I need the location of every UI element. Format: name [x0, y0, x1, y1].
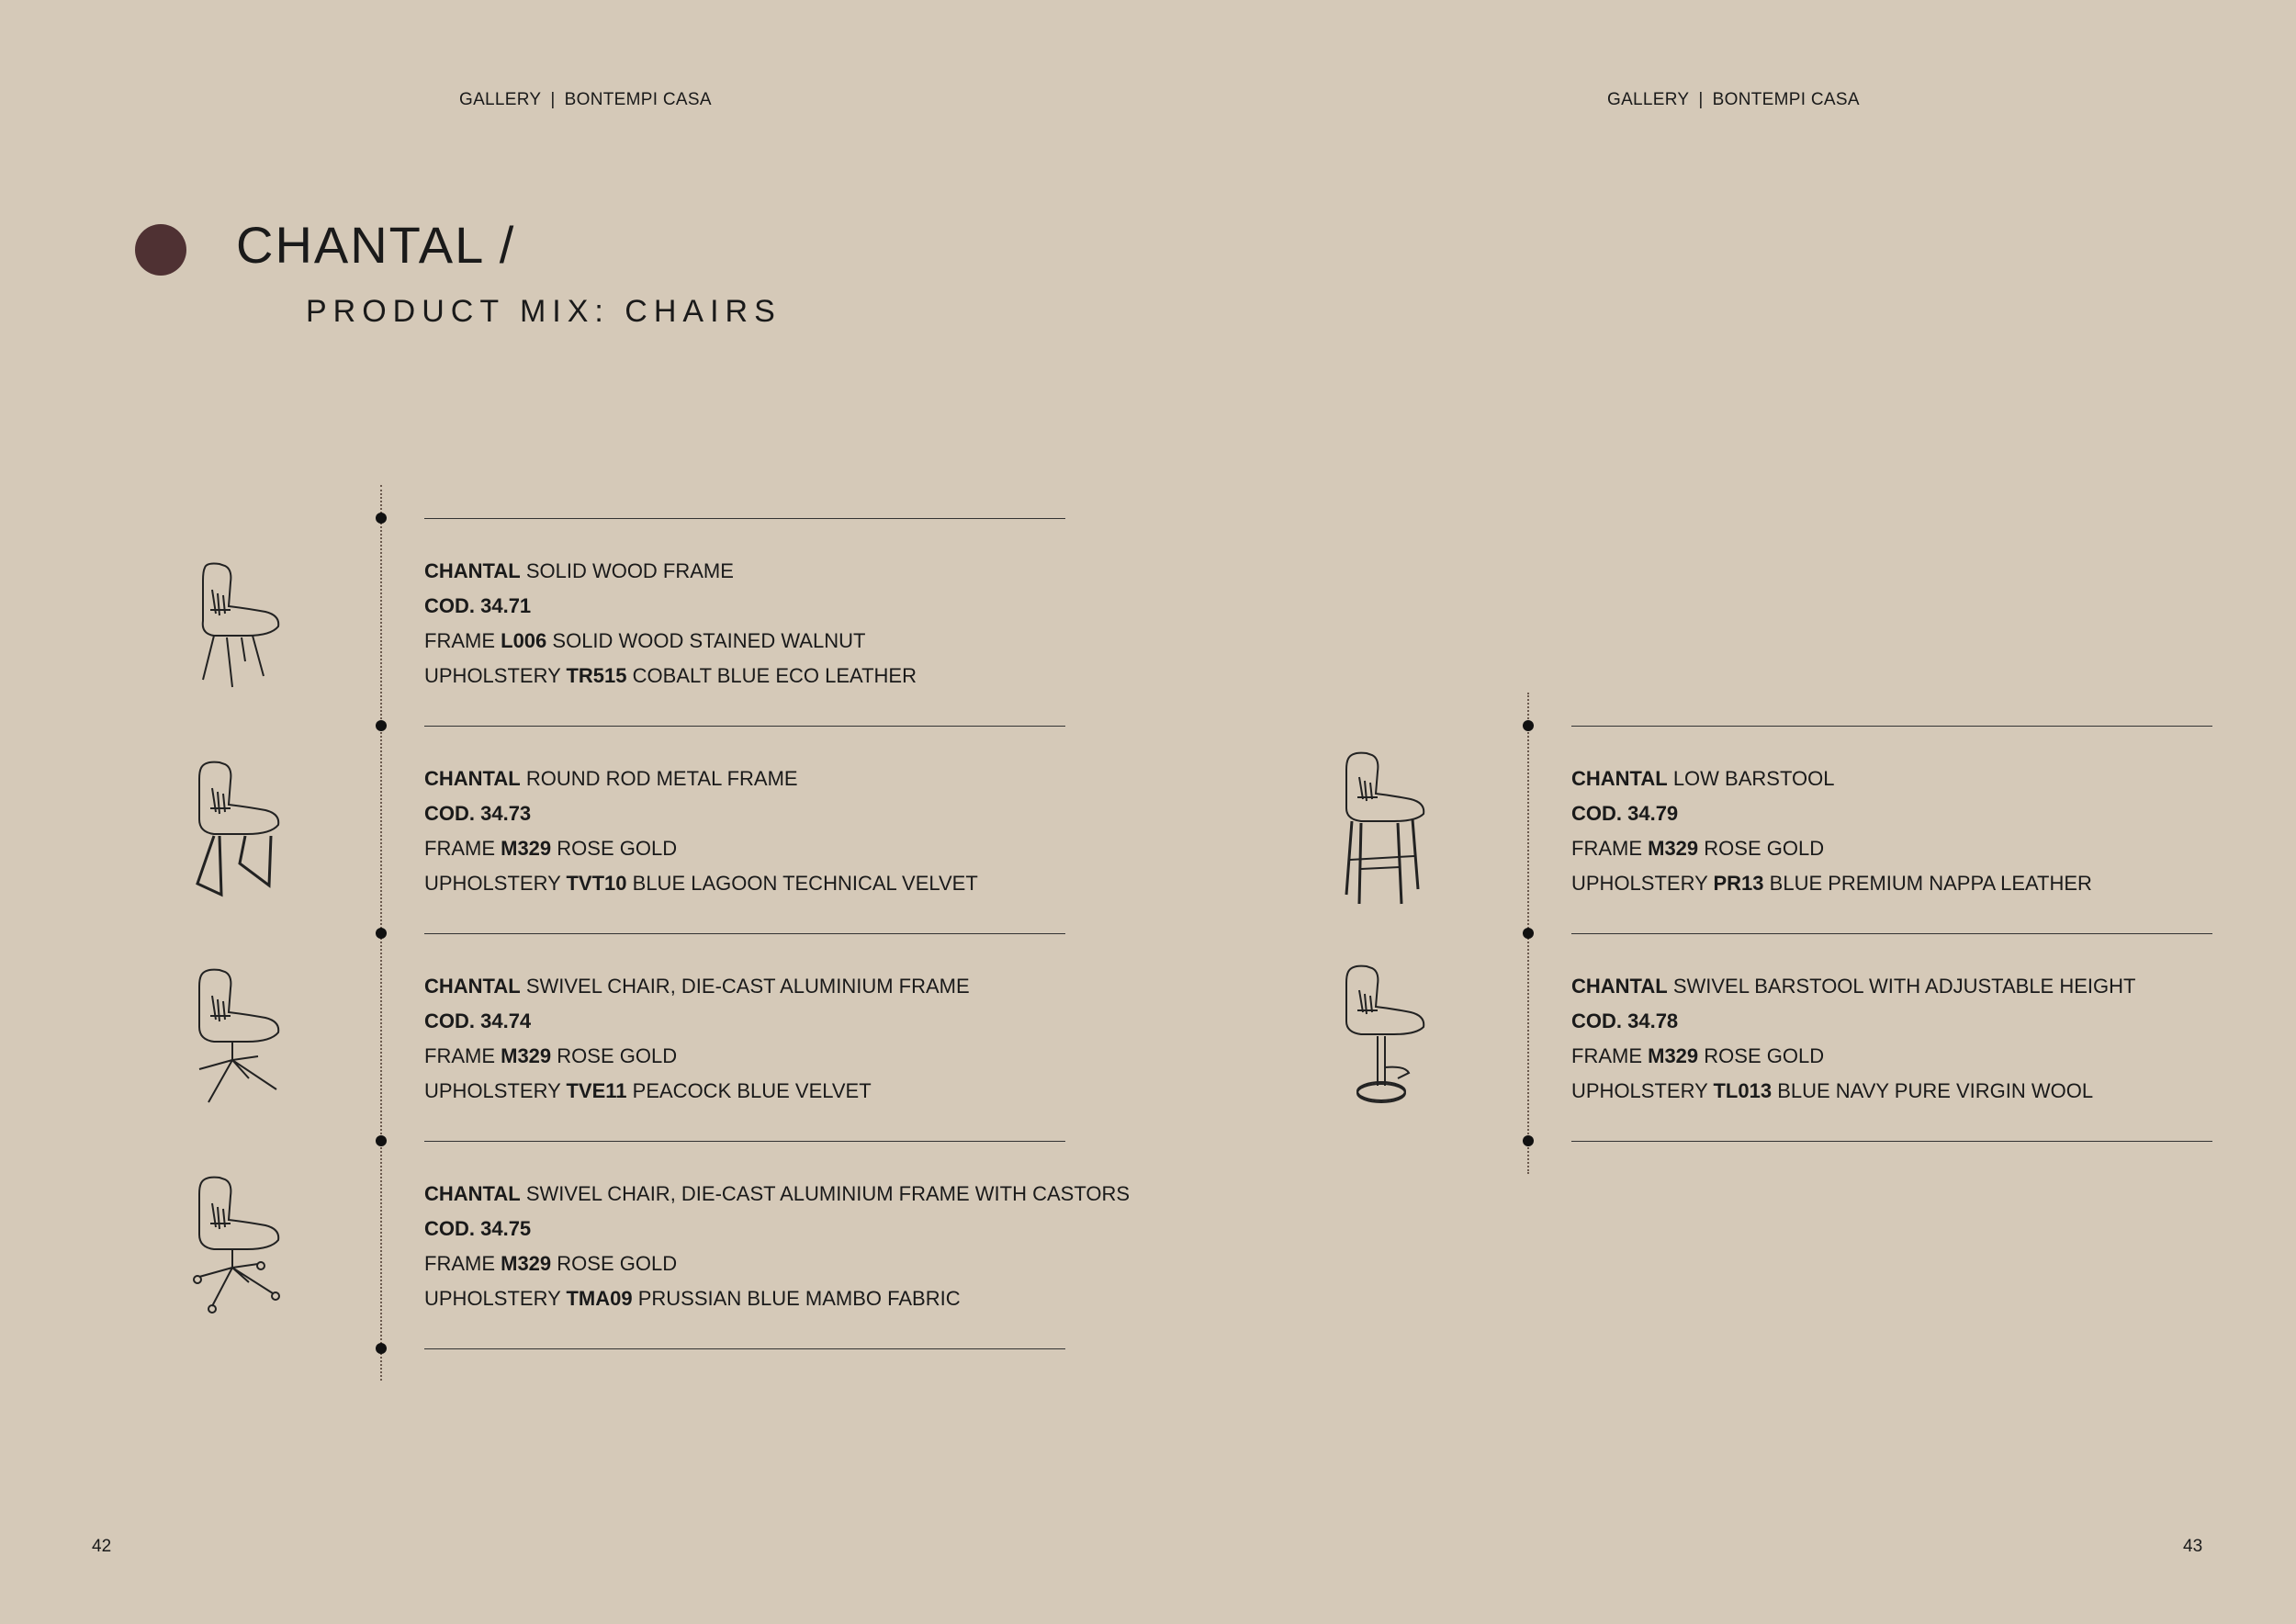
- frame-desc: ROSE GOLD: [1704, 837, 1825, 860]
- product-entry: [424, 554, 917, 694]
- product-desc: ROUND ROD METAL FRAME: [525, 767, 798, 790]
- product-desc: SWIVEL BARSTOOL WITH ADJUSTABLE HEIGHT: [1672, 975, 2136, 998]
- product-desc: SWIVEL CHAIR, DIE-CAST ALUMINIUM FRAME WITH CASTORS: [525, 1182, 1131, 1205]
- timeline-node: [1523, 1135, 1534, 1146]
- upholstery-code: TL013: [1713, 1079, 1773, 1102]
- frame-desc: ROSE GOLD: [557, 1044, 678, 1067]
- swivel-chair-icon: [188, 968, 289, 1106]
- header-section: GALLERY: [1607, 90, 1690, 109]
- divider: [1571, 1141, 2212, 1142]
- timeline-node: [376, 928, 387, 939]
- frame-code: L006: [501, 629, 547, 652]
- frame-label: FRAME: [424, 629, 495, 652]
- upholstery-code: TMA09: [566, 1287, 633, 1310]
- upholstery-code: TVE11: [566, 1079, 627, 1102]
- timeline-node: [376, 1135, 387, 1146]
- upholstery-label: UPHOLSTERY: [424, 1287, 561, 1310]
- divider: [424, 933, 1065, 934]
- frame-desc: ROSE GOLD: [557, 1252, 678, 1275]
- product-entry: [1571, 761, 2092, 901]
- upholstery-desc: BLUE NAVY PURE VIRGIN WOOL: [1777, 1079, 2094, 1102]
- product-name: CHANTAL: [1571, 767, 1668, 790]
- frame-code: M329: [1648, 837, 1699, 860]
- timeline-node: [376, 1343, 387, 1354]
- timeline-node: [376, 720, 387, 731]
- frame-label: FRAME: [1571, 1044, 1642, 1067]
- castor-chair-icon: [188, 1176, 289, 1315]
- product-name: CHANTAL: [424, 767, 521, 790]
- frame-desc: ROSE GOLD: [557, 837, 678, 860]
- product-name: CHANTAL: [424, 559, 521, 582]
- upholstery-desc: BLUE PREMIUM NAPPA LEATHER: [1769, 872, 2092, 895]
- upholstery-desc: PEACOCK BLUE VELVET: [632, 1079, 872, 1102]
- sled-base-chair-icon: [188, 761, 289, 900]
- header-brand: BONTEMPI CASA: [1712, 90, 1860, 109]
- divider: [1571, 726, 2212, 727]
- page-number-right: 43: [2183, 1537, 2203, 1556]
- product-code: COD. 34.73: [424, 802, 532, 825]
- product-entry: [1571, 969, 2135, 1109]
- upholstery-label: UPHOLSTERY: [424, 664, 561, 687]
- product-desc: SWIVEL CHAIR, DIE-CAST ALUMINIUM FRAME: [525, 975, 970, 998]
- frame-label: FRAME: [424, 1044, 495, 1067]
- product-code: COD. 34.78: [1571, 1009, 1679, 1032]
- divider: [424, 726, 1065, 727]
- upholstery-code: TVT10: [566, 872, 627, 895]
- frame-code: M329: [501, 1252, 552, 1275]
- product-name: CHANTAL: [424, 1182, 521, 1205]
- upholstery-label: UPHOLSTERY: [424, 872, 561, 895]
- page-number-left: 42: [92, 1537, 112, 1556]
- upholstery-label: UPHOLSTERY: [1571, 872, 1708, 895]
- divider: [1571, 933, 2212, 934]
- frame-label: FRAME: [424, 837, 495, 860]
- timeline-node: [1523, 928, 1534, 939]
- upholstery-label: UPHOLSTERY: [1571, 1079, 1708, 1102]
- upholstery-label: UPHOLSTERY: [424, 1079, 561, 1102]
- product-name: CHANTAL: [1571, 975, 1668, 998]
- header-brand: BONTEMPI CASA: [564, 90, 712, 109]
- product-entry: [424, 1177, 1130, 1316]
- divider: [424, 1141, 1065, 1142]
- frame-code: M329: [501, 1044, 552, 1067]
- product-desc: SOLID WOOD FRAME: [525, 559, 734, 582]
- product-code: COD. 34.75: [424, 1217, 532, 1240]
- frame-label: FRAME: [424, 1252, 495, 1275]
- frame-code: M329: [1648, 1044, 1699, 1067]
- product-code: COD. 34.74: [424, 1009, 532, 1032]
- product-desc: LOW BARSTOOL: [1672, 767, 1835, 790]
- frame-desc: ROSE GOLD: [1704, 1044, 1825, 1067]
- product-entry: [424, 969, 970, 1109]
- frame-desc: SOLID WOOD STAINED WALNUT: [552, 629, 866, 652]
- divider: [424, 518, 1065, 519]
- header-section: GALLERY: [459, 90, 542, 109]
- running-header-left: GALLERY | BONTEMPI CASA: [459, 90, 712, 109]
- running-header-right: GALLERY | BONTEMPI CASA: [1607, 90, 1860, 109]
- upholstery-desc: BLUE LAGOON TECHNICAL VELVET: [632, 872, 978, 895]
- product-code: COD. 34.71: [424, 594, 532, 617]
- product-name: CHANTAL: [424, 975, 521, 998]
- wood-leg-chair-icon: [188, 562, 289, 693]
- page-subtitle: PRODUCT MIX: CHAIRS: [306, 294, 782, 329]
- frame-code: M329: [501, 837, 552, 860]
- timeline-node: [376, 513, 387, 524]
- upholstery-desc: PRUSSIAN BLUE MAMBO FABRIC: [637, 1287, 961, 1310]
- low-barstool-icon: [1341, 751, 1433, 908]
- upholstery-code: TR515: [566, 664, 627, 687]
- swivel-barstool-icon: [1341, 964, 1433, 1111]
- timeline-node: [1523, 720, 1534, 731]
- frame-label: FRAME: [1571, 837, 1642, 860]
- upholstery-desc: COBALT BLUE ECO LEATHER: [632, 664, 917, 687]
- title-bullet-dot: [135, 224, 186, 276]
- product-entry: [424, 761, 978, 901]
- divider: [424, 1348, 1065, 1349]
- product-code: COD. 34.79: [1571, 802, 1679, 825]
- upholstery-code: PR13: [1713, 872, 1764, 895]
- page-title: CHANTAL /: [236, 216, 516, 274]
